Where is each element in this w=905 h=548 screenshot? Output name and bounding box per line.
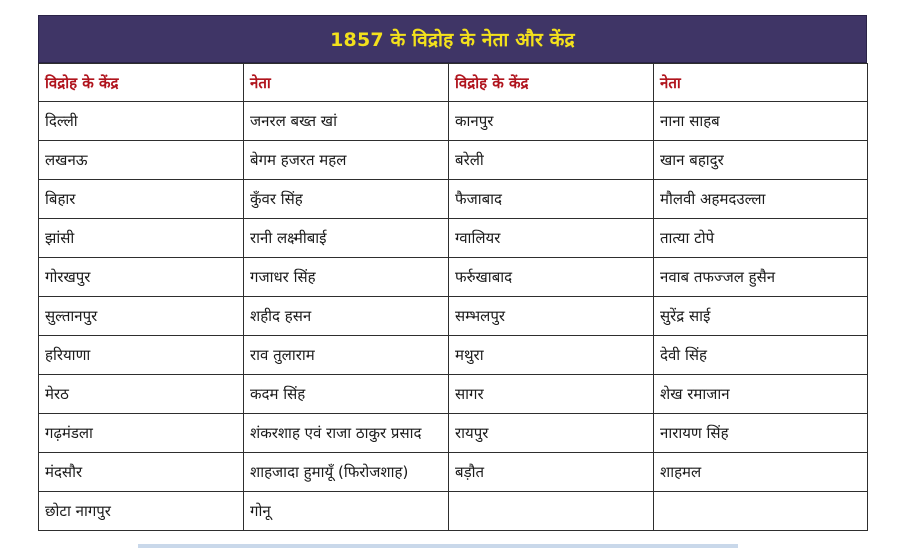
table-row [39, 180, 868, 219]
center-cell: सागर [449, 375, 654, 414]
leader-cell: बेगम हजरत महल [244, 141, 449, 180]
leader-cell: गोनू [244, 492, 449, 531]
leader-cell: तात्या टोपे [654, 219, 868, 258]
title-bar [38, 15, 867, 63]
center-cell: बरेली [449, 141, 654, 180]
header-leader-2: नेता [654, 64, 868, 102]
leader-cell: कुँवर सिंह [244, 180, 449, 219]
leader-cell: नवाब तफज्जल हुसैन [654, 258, 868, 297]
table-row [39, 258, 868, 297]
center-cell: बिहार [39, 180, 244, 219]
leader-cell: नाना साहब [654, 102, 868, 141]
table-row [39, 102, 868, 141]
revolt-table-container [38, 15, 867, 531]
leader-cell: शहीद हसन [244, 297, 449, 336]
header-center-2: विद्रोह के केंद्र [449, 64, 654, 102]
leader-cell: सुरेंद्र साई [654, 297, 868, 336]
center-cell: मथुरा [449, 336, 654, 375]
center-cell: फैजाबाद [449, 180, 654, 219]
center-cell: रायपुर [449, 414, 654, 453]
leader-cell: खान बहादुर [654, 141, 868, 180]
leader-cell: कदम सिंह [244, 375, 449, 414]
center-cell: झांसी [39, 219, 244, 258]
center-cell: लखनऊ [39, 141, 244, 180]
center-cell: हरियाणा [39, 336, 244, 375]
table-row [39, 453, 868, 492]
leader-cell: शाहमल [654, 453, 868, 492]
table-row [39, 297, 868, 336]
leader-cell: रानी लक्ष्मीबाई [244, 219, 449, 258]
leader-cell: शाहजादा हुमायूँ (फिरोजशाह) [244, 453, 449, 492]
center-cell: सम्भलपुर [449, 297, 654, 336]
center-cell: मंदसौर [39, 453, 244, 492]
leader-cell [654, 492, 868, 531]
bottom-strip [138, 544, 738, 548]
leader-cell: मौलवी अहमदउल्ला [654, 180, 868, 219]
center-cell: सुल्तानपुर [39, 297, 244, 336]
table-row [39, 219, 868, 258]
center-cell: दिल्ली [39, 102, 244, 141]
center-cell: गढ़मंडला [39, 414, 244, 453]
header-center-1: विद्रोह के केंद्र [39, 64, 244, 102]
center-cell: बड़ौत [449, 453, 654, 492]
leader-cell: शंकरशाह एवं राजा ठाकुर प्रसाद [244, 414, 449, 453]
center-cell: मेरठ [39, 375, 244, 414]
leader-cell: राव तुलाराम [244, 336, 449, 375]
table-row [39, 492, 868, 531]
leader-cell: नारायण सिंह [654, 414, 868, 453]
table-row [39, 141, 868, 180]
table-row [39, 375, 868, 414]
table-row [39, 414, 868, 453]
center-cell: कानपुर [449, 102, 654, 141]
center-cell [449, 492, 654, 531]
table-body [39, 102, 868, 531]
center-cell: छोटा नागपुर [39, 492, 244, 531]
center-cell: ग्वालियर [449, 219, 654, 258]
leader-cell: शेख रमाजान [654, 375, 868, 414]
center-cell: फर्रुखाबाद [449, 258, 654, 297]
header-leader-1: नेता [244, 64, 449, 102]
leader-cell: देवी सिंह [654, 336, 868, 375]
table-row [39, 336, 868, 375]
header-row [39, 64, 868, 102]
revolt-leaders-table [38, 63, 868, 531]
center-cell: गोरखपुर [39, 258, 244, 297]
leader-cell: जनरल बख्त खां [244, 102, 449, 141]
leader-cell: गजाधर सिंह [244, 258, 449, 297]
table-title: 1857 के विद्रोह के नेता और केंद्र [330, 29, 575, 51]
